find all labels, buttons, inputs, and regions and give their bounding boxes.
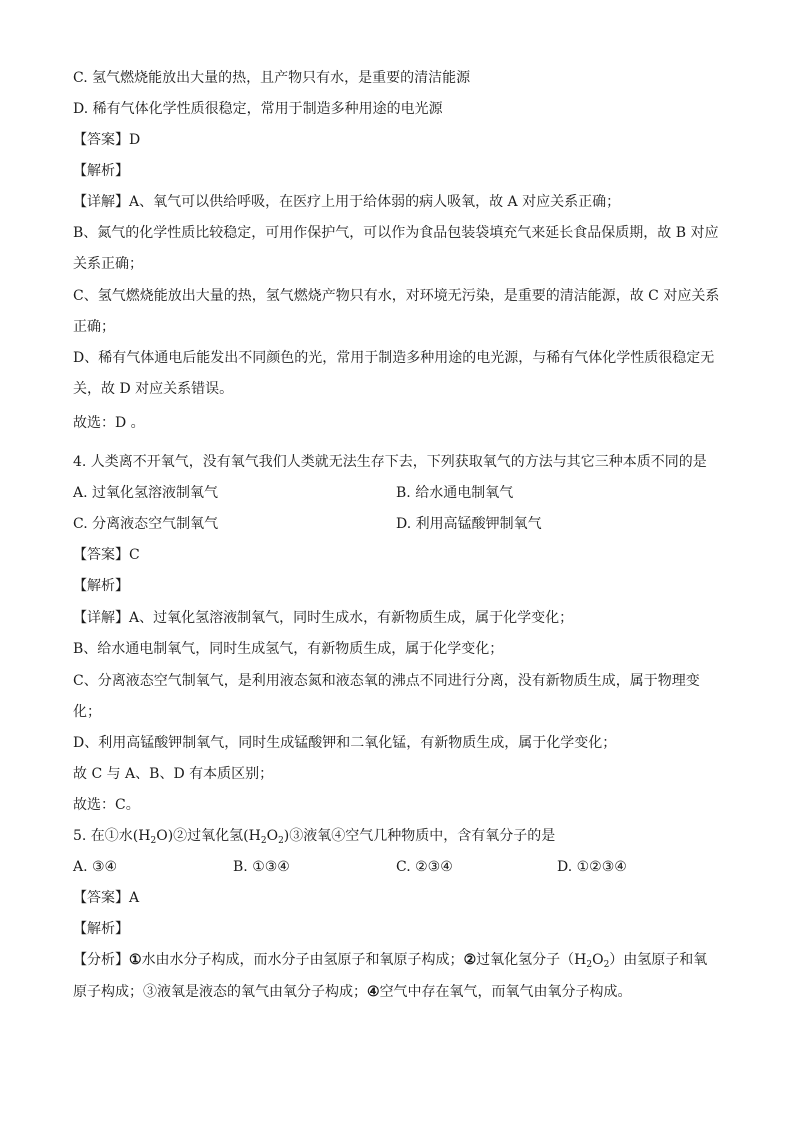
- q4-option-b: B. 给水通电制氧气: [396, 485, 514, 501]
- analysis-label: 【解析】: [73, 921, 129, 937]
- q5-option-c: C. ②③④: [396, 859, 453, 875]
- question-4: 4. 人类离不开氧气，没有氧气我们人类就无法生存下去，下列获取氧气的方法与其它三种本质不同的是: [73, 454, 707, 470]
- q5-text-part: 5. 在①水(H: [73, 828, 151, 844]
- q5-option-d: D. ①②③④: [557, 859, 627, 875]
- q5-option-b: B. ①③④: [233, 859, 290, 875]
- explanation-line: 正确；: [73, 319, 115, 335]
- question-5: [73, 826, 555, 846]
- subscript: 2: [260, 836, 267, 846]
- explanation-line: C、分离液态空气制氧气，是利用液态氮和液态氧的沸点不同进行分离，没有新物质生成，属于物理变: [73, 673, 700, 689]
- analysis-label: 【解析】: [73, 578, 129, 594]
- q5-text-part: O: [266, 828, 279, 844]
- analysis-text: 空气中存在氧气，而氧气由氧分子构成。: [379, 984, 632, 1000]
- q4-option-d: D. 利用高锰酸钾制氧气: [396, 516, 542, 532]
- explanation-line: 故 C 与 A、B、D 有本质区别；: [73, 766, 274, 782]
- explanation-line: 化；: [73, 704, 101, 720]
- explanation-line: 关系正确；: [73, 256, 143, 272]
- q5-text-part: )③液氧④空气几种物质中，含有氧分子的是: [283, 828, 556, 844]
- option-c-text: C. 氢气燃烧能放出大量的热，且产物只有水，是重要的清洁能源: [73, 70, 471, 86]
- explanation-line: B、氮气的化学性质比较稳定，可用作保护气，可以作为食品包装袋填充气来延长食品保质期，故 B 对应: [73, 225, 719, 241]
- explanation-line: 关，故 D 对应关系错误。: [73, 381, 234, 397]
- answer-label: 【答案】D: [73, 132, 141, 148]
- q4-option-c: C. 分离液态空气制氧气: [73, 516, 219, 532]
- q4-option-a: A. 过氧化氢溶液制氧气: [73, 485, 219, 501]
- conclusion-line: 故选：C。: [73, 797, 140, 813]
- option-d-text: D. 稀有气体化学性质很稳定，常用于制造多种用途的电光源: [73, 101, 443, 117]
- explanation-line: 【详解】A、过氧化氢溶液制氧气，同时生成水，有新物质生成，属于化学变化；: [73, 610, 574, 626]
- explanation-line: D、利用高锰酸钾制氧气，同时生成锰酸钾和二氧化锰，有新物质生成，属于化学变化；: [73, 735, 617, 751]
- analysis-text: 水由水分子构成，而水分子由氢原子和氧原子构成；: [141, 952, 464, 968]
- analysis-line: [73, 982, 632, 1002]
- explanation-line: C、氢气燃烧能放出大量的热，氢气燃烧产物只有水，对环境无污染，是重要的清洁能源，故 C 对应关系: [73, 288, 720, 304]
- subscript: 2: [278, 836, 284, 846]
- explanation-line: 【详解】A、氧气可以供给呼吸，在医疗上用于给体弱的病人吸氧，故 A 对应关系正确；: [73, 194, 621, 210]
- subscript: 2: [150, 836, 157, 846]
- analysis-line: [73, 950, 707, 970]
- answer-label: 【答案】C: [73, 547, 140, 563]
- analysis-text: 过氧化氢分子（H: [476, 952, 587, 968]
- circled-number: ②: [463, 952, 477, 968]
- answer-label: 【答案】A: [73, 890, 140, 906]
- circled-number: ①: [129, 952, 142, 968]
- conclusion-line: 故选：D 。: [73, 415, 145, 431]
- explanation-line: B、给水通电制氧气，同时生成氢气，有新物质生成，属于化学变化；: [73, 641, 504, 657]
- circled-number: ④: [367, 984, 380, 1000]
- analysis-text: 原子构成；③液氧是液态的氧气由氧分子构成；: [73, 984, 367, 1000]
- explanation-line: D、稀有气体通电后能发出不同颜色的光，常用于制造多种用途的电光源，与稀有气体化学性质很稳定无: [73, 350, 715, 366]
- q5-option-a: A. ③④: [73, 859, 118, 875]
- subscript: 2: [603, 960, 610, 970]
- analysis-text: O: [592, 952, 604, 968]
- analysis-text: ）由氢原子和氧: [609, 952, 708, 968]
- subscript: 2: [586, 960, 593, 970]
- analysis-label: 【解析】: [73, 163, 129, 179]
- analysis-tag: 【分析】: [73, 952, 129, 968]
- q5-text-part: O)②过氧化氢(H: [156, 828, 261, 844]
